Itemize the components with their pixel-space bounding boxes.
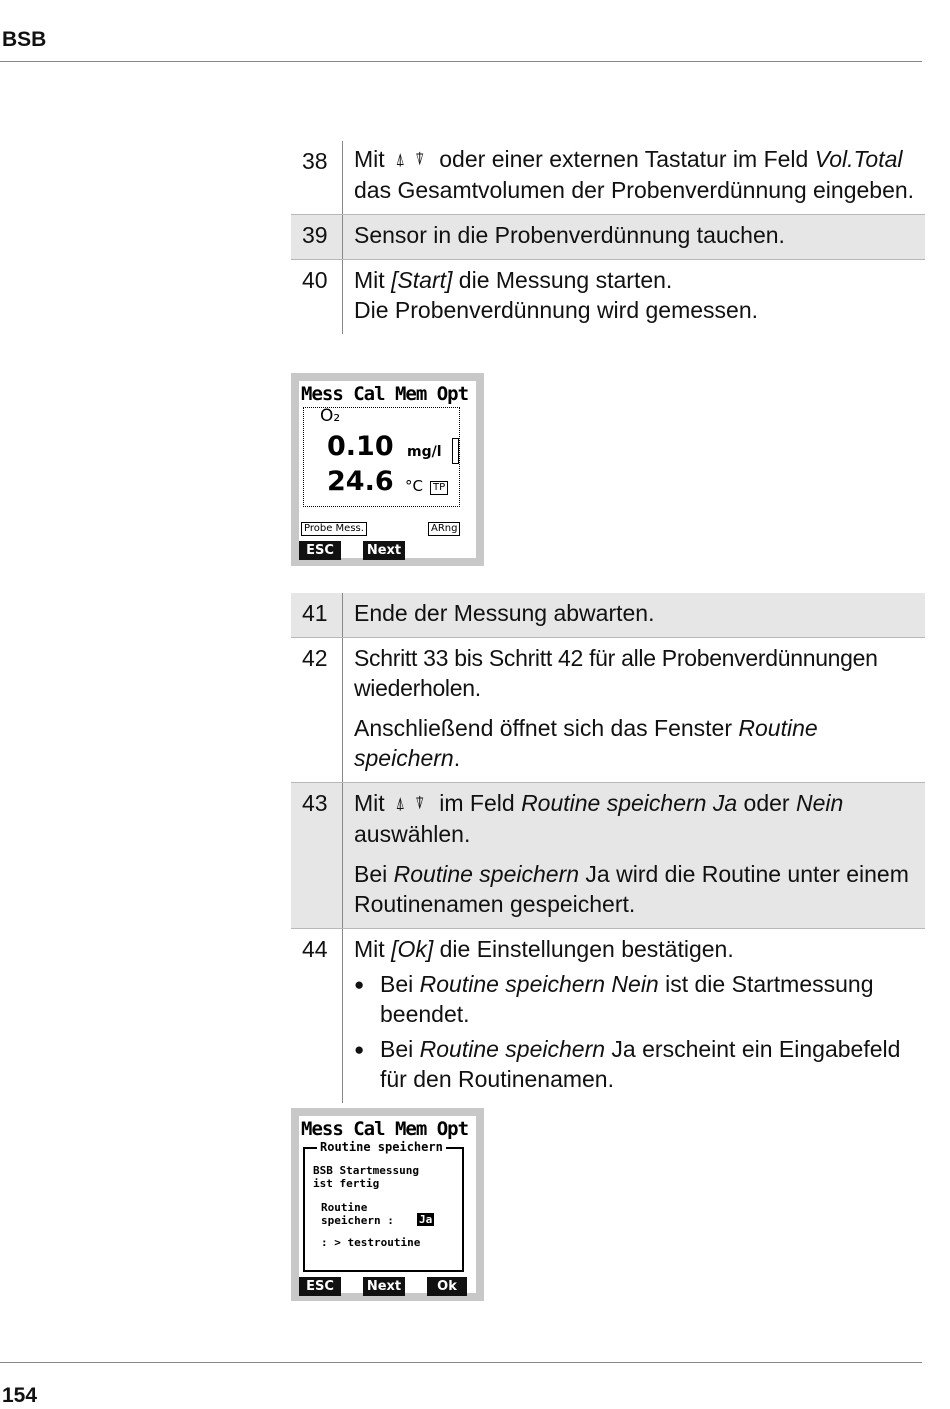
text-run: auswählen. (354, 821, 471, 847)
up-down-arrow-icon: ⍋ ⍒ (395, 150, 427, 170)
step-44 (291, 929, 925, 1103)
bullet-item (354, 969, 915, 1029)
step-39 (291, 215, 925, 260)
step-number: 42 (291, 638, 343, 782)
battery-icon (452, 438, 459, 464)
status-right: ARng (428, 522, 460, 536)
paragraph (354, 788, 915, 849)
step-text (343, 783, 925, 928)
bullet-icon: ● (354, 975, 365, 994)
window-name: Routine speichern (354, 715, 818, 771)
paragraph (354, 934, 915, 964)
temperature-unit: °C (405, 477, 423, 495)
dialog-title: Routine speichern (317, 1140, 446, 1154)
field-name: Routine speichern Ja (521, 790, 738, 816)
step-number: 43 (291, 783, 343, 928)
page-number: 154 (2, 1384, 38, 1407)
parameter-label: O₂ (320, 406, 341, 426)
text-run: Anschließend öffnet sich das Fenster (354, 715, 739, 741)
step-text (343, 141, 925, 214)
field-name: Vol.Total (814, 146, 903, 172)
step-text (343, 260, 925, 334)
text-run: Bei (380, 1036, 420, 1062)
step-41 (291, 593, 925, 638)
dialog-line: BSB Startmessung (313, 1164, 419, 1177)
step-number: 44 (291, 929, 343, 1103)
running-header: BSB (2, 28, 47, 51)
step-38 (291, 141, 925, 215)
text-run: ist die Startmessung beendet. (380, 971, 874, 1027)
field-name: Routine speichern (419, 1036, 606, 1062)
bullet-item (354, 1034, 915, 1094)
step-number: 39 (291, 215, 343, 259)
ja-option[interactable] (417, 1213, 434, 1226)
text-run: oder (737, 790, 796, 816)
device-screen-measurement (291, 373, 484, 566)
lcd-display (299, 381, 476, 558)
lcd-display (299, 1116, 476, 1293)
status-left: Probe Mess. (301, 522, 367, 536)
steps-table-2 (291, 593, 925, 1103)
text-run: die Einstellungen bestätigen. (433, 936, 734, 962)
field-name: Routine speichern (393, 861, 580, 887)
temperature-value: 24.6 (327, 466, 394, 497)
steps-table-1 (291, 141, 925, 334)
step-43 (291, 783, 925, 929)
bullet-text (380, 1034, 915, 1094)
field-name: Routine speichern Nein (419, 971, 659, 997)
step-text (343, 638, 925, 782)
text-run: das Gesamtvolumen der Probenverdünnung eingeben. (354, 177, 915, 203)
step-text: Sensor in die Probenverdünnung tauchen. (354, 222, 785, 248)
text-run: Mit (354, 146, 392, 172)
text-run: die Messung starten. (452, 267, 673, 293)
text-run: Bei (354, 861, 394, 887)
option-name: Nein (795, 790, 844, 816)
softkey-esc[interactable]: ESC (299, 1277, 341, 1296)
text-run: Mit (354, 790, 392, 816)
bullet-icon: ● (354, 1040, 365, 1059)
softkey-esc[interactable]: ESC (299, 541, 341, 560)
routine-name-field[interactable]: : > testroutine (321, 1236, 421, 1249)
step-number: 38 (291, 141, 343, 214)
key-name: [Start] (391, 267, 453, 293)
step-text (343, 929, 925, 1103)
text-run: Ja wird die Routine unter einem Routinenamen gespeichert. (354, 861, 909, 917)
softkey-ok[interactable]: Ok (427, 1277, 467, 1296)
device-screen-save-routine (291, 1108, 484, 1301)
paragraph (354, 713, 915, 773)
text-run: Mit (354, 267, 392, 293)
up-down-arrow-icon: ⍋ ⍒ (395, 794, 427, 814)
step-number: 41 (291, 593, 343, 637)
text-run: oder einer externen Tastatur im Feld (432, 146, 815, 172)
text-run: Ja erscheint ein Eingabefeld für den Routinenamen. (380, 1036, 901, 1092)
dialog-line: Routine (321, 1201, 368, 1214)
footer-rule (0, 1362, 922, 1363)
paragraph (354, 859, 915, 919)
measured-value: 0.10 (327, 431, 394, 462)
dialog-line: speichern : (321, 1214, 394, 1227)
tp-badge: TP (430, 481, 448, 495)
menu-bar: Mess Cal Mem Opt (301, 1118, 469, 1140)
text-run: im Feld (432, 790, 522, 816)
dialog-line: ist fertig (313, 1177, 380, 1190)
text-run: Mit (354, 936, 392, 962)
paragraph: Schritt 33 bis Schritt 42 für alle Probenverdünnungen wiederholen. (354, 645, 878, 701)
header-rule (0, 61, 922, 62)
value-unit: mg/l (407, 444, 442, 460)
step-42 (291, 638, 925, 783)
text-run: Die Probenverdünnung wird gemessen. (354, 297, 759, 323)
softkey-next[interactable]: Next (363, 541, 405, 560)
text-run: . (453, 745, 461, 771)
step-number: 40 (291, 260, 343, 334)
key-name: [Ok] (391, 936, 434, 962)
bullet-text (380, 969, 915, 1029)
step-text: Ende der Messung abwarten. (354, 600, 655, 626)
ja-value: Ja (419, 1213, 433, 1226)
menu-bar: Mess Cal Mem Opt (301, 383, 469, 405)
step-40 (291, 260, 925, 334)
softkey-next[interactable]: Next (363, 1277, 405, 1296)
text-run: Bei (380, 971, 420, 997)
